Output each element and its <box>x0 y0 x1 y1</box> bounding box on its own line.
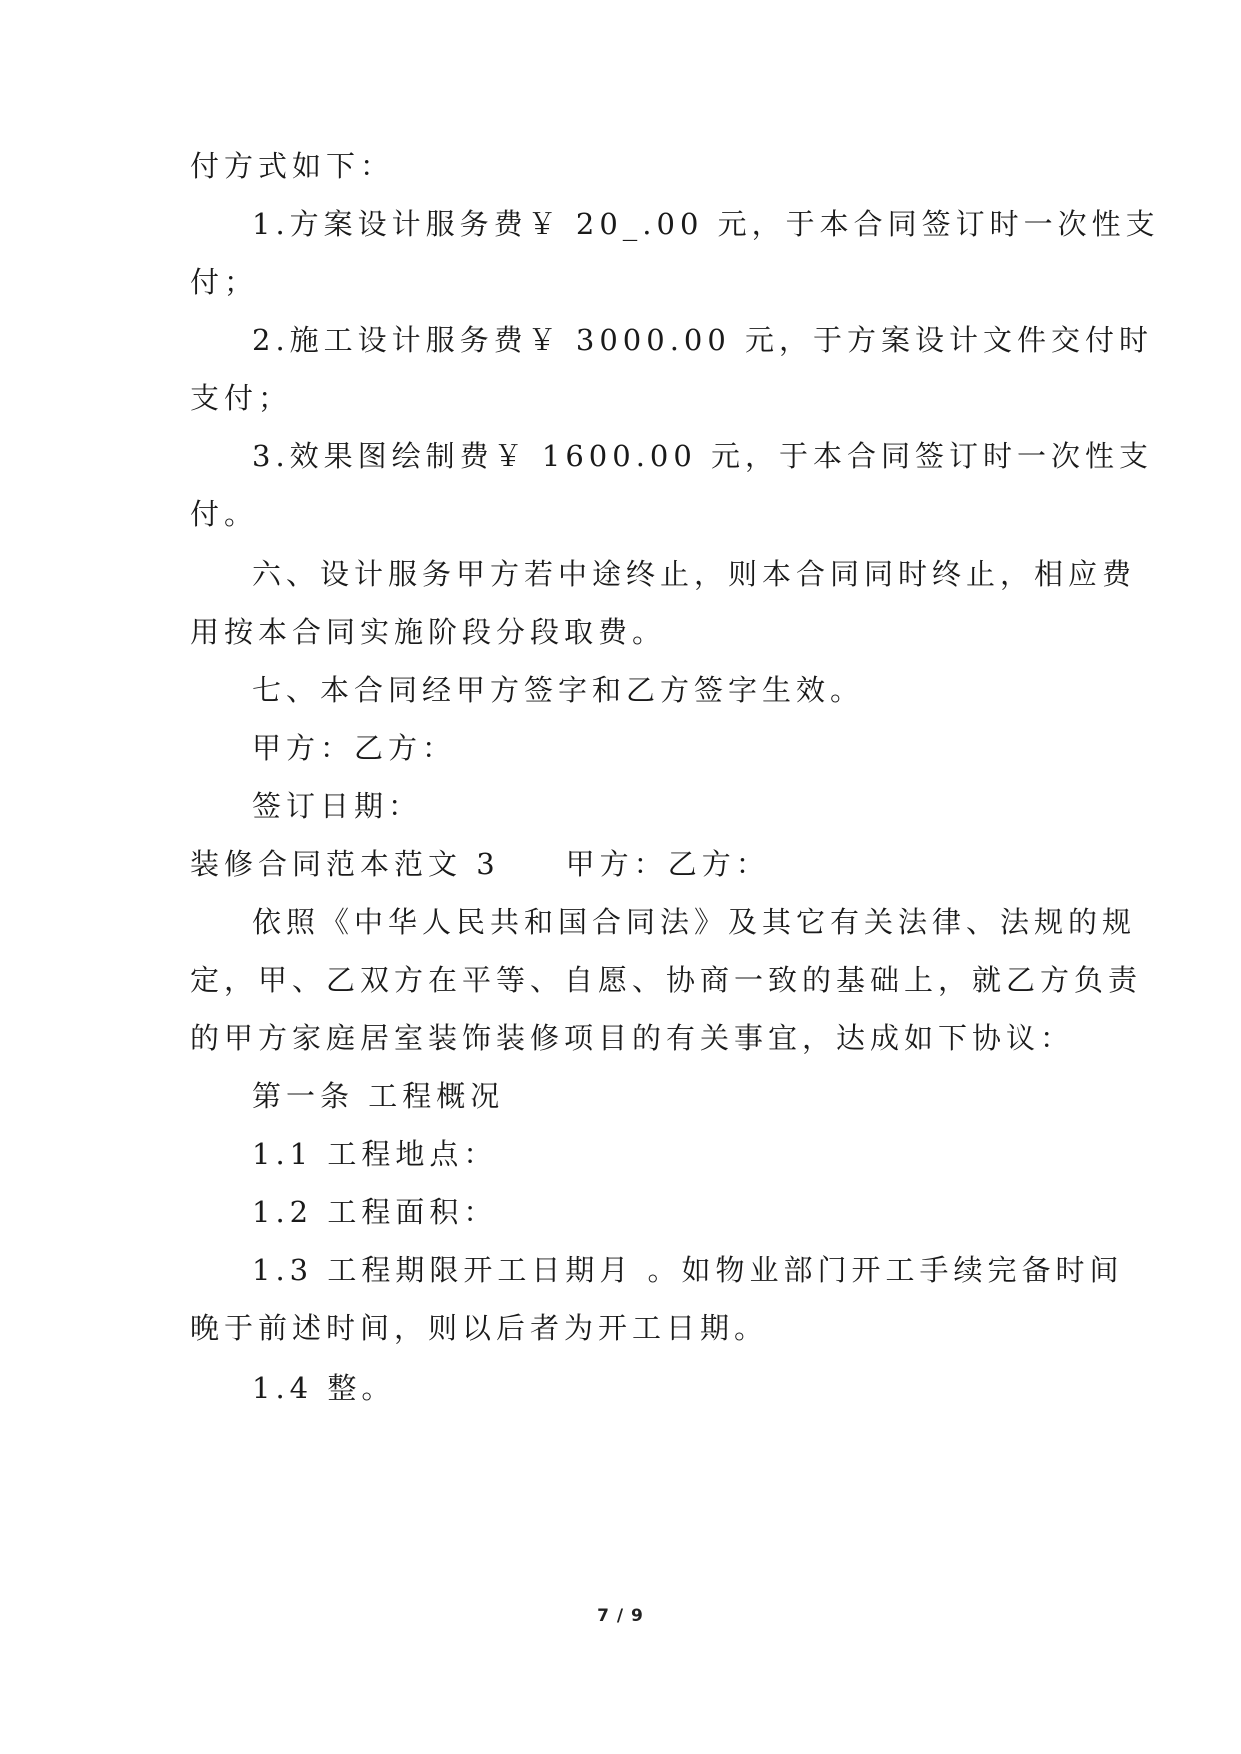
paragraph-line: 支付； <box>190 381 293 415</box>
signature-parties: 甲方：乙方： <box>252 731 457 765</box>
paragraph-line: 用按本合同实施阶段分段取费。 <box>190 615 667 649</box>
signing-date: 签订日期： <box>252 789 423 823</box>
paragraph-line: 付方式如下： <box>190 149 395 183</box>
clause-line: 1.3 工程期限开工日期月 。如物业部门开工手续完备时间 <box>252 1253 1124 1287</box>
paragraph-line: 3.效果图绘制费￥ 1600.00 元，于本合同签订时一次性支 <box>252 439 1154 473</box>
paragraph-line: 晚于前述时间，则以后者为开工日期。 <box>190 1311 769 1345</box>
paragraph-line: 的甲方家庭居室装饰装修项目的有关事宜，达成如下协议： <box>190 1021 1075 1055</box>
clause-line: 1.1 工程地点： <box>252 1137 498 1171</box>
paragraph-line: 六、设计服务甲方若中途终止，则本合同同时终止，相应费 <box>252 557 1137 591</box>
paragraph-line: 付。 <box>190 497 259 531</box>
paragraph-line: 2.施工设计服务费￥ 3000.00 元，于方案设计文件交付时 <box>252 323 1154 357</box>
contract-heading <box>190 846 770 882</box>
paragraph-line: 定，甲、乙双方在平等、自愿、协商一致的基础上，就乙方负责 <box>190 963 1143 997</box>
paragraph-line: 七、本合同经甲方签字和乙方签字生效。 <box>252 673 865 707</box>
clause-line: 1.2 工程面积： <box>252 1195 498 1229</box>
party-b-label: 乙方： <box>667 847 770 881</box>
contract-title: 装修合同范本范文 3 <box>190 847 500 881</box>
section-title: 第一条 工程概况 <box>252 1079 505 1113</box>
paragraph-line: 1.方案设计服务费￥ 20_.00 元，于本合同签订时一次性支 <box>252 207 1160 241</box>
paragraph-line: 付； <box>190 265 259 299</box>
paragraph-line: 依照《中华人民共和国合同法》及其它有关法律、法规的规 <box>252 905 1137 939</box>
party-a-label: 甲方： <box>565 847 668 881</box>
clause-line: 1.4 整。 <box>252 1371 396 1405</box>
page-number: 7 / 9 <box>597 1606 644 1626</box>
